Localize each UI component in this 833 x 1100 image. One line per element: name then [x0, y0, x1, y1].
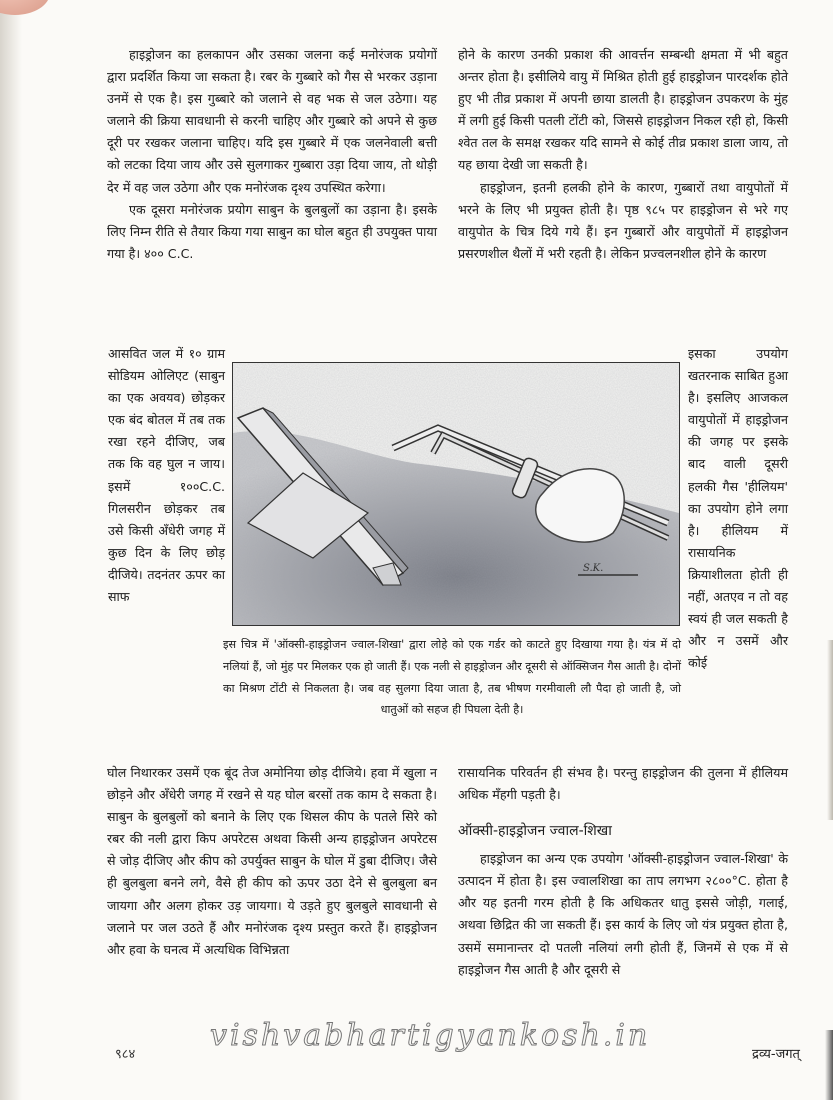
watermark: vishvabhartigyankosh.in	[210, 1018, 651, 1053]
paragraph: हाइड्रोजन का हलकापन और उसका जलना कई मनोरंजक प्रयोगों द्वारा प्रदर्शित किया जा सकता है। रबर के गुब्बारे को गैस से भरकर उड़ाना उनमें से एक है। इस गुब्बारे को जलाने से वह भक से जल उठेगा। यह जलाने की क्रिया सावधानी से करनी चाहिए और गुब्बारे को अपने से कुछ दूरी पर रखकर जलाना चाहिए। यदि इस गुब्बारे में एक जलनेवाली बत्ती को लटका दिया जाय और उसे सुलगाकर गुब्बारा उड़ा दिया जाय, तो थोड़ी देर में वह जल उठेगा और एक मनोरंजक दृश्य उपस्थित करेगा।	[107, 47, 437, 195]
paragraph: रासायनिक परिवर्तन ही संभव है। परन्तु हाइड्रोजन की तुलना में हीलियम अधिक मँहगी पड़ती है।	[458, 765, 788, 803]
paragraph: हाइड्रोजन, इतनी हलकी होने के कारण, गुब्बारों तथा वायुपोतों में भरने के लिए भी प्रयुक्त होती है। पृष्ठ ९८५ पर हाइड्रोजन से भरे गए वायुपोत के चित्र दिये गये हैं। इन गुब्बारों और वायुपोतों में हाइड्रोजन प्रसरणशील थैलों में भरी रहती है। लेकिन प्रज्वलनशील होने के कारण	[458, 179, 788, 261]
left-column-top	[107, 44, 437, 265]
figure-caption: इस चित्र में 'ऑक्सी-हाइड्रोजन ज्वाल-शिखा' द्वारा लोहे को एक गर्डर को काटते हुए दिखाया गया है। यंत्र में दो नलियां हैं, जो मुंह पर मिलकर एक हो जाती हैं। एक नली से हाइड्रोजन और दूसरी से ऑक्सिजन गैस आती है। दोनों का मिश्रण टोंटी से निकलता है। जब वह सुलगा दिया जाता है, तब भीषण गरमीवाली लौ पैदा हो जाती है, जो धातुओं को सहज ही पिघला देती है।	[223, 638, 681, 717]
left-column-bottom	[107, 762, 437, 961]
right-column-top	[458, 44, 788, 265]
paragraph: हाइड्रोजन का अन्य एक उपयोग 'ऑक्सी-हाइड्रोजन ज्वाल-शिखा' के उत्पादन में होता है। इस ज्वालशिखा का ताप लगभग २८००°C. होता है और यह इतनी गरम होती है कि अधिकतर धातु इससे जोड़ी, गलाई, अथवा छिद्रित की जा सकती हैं। इस कार्य के लिए जो यंत्र प्रयुक्त होता है, उसमें समानान्तर दो पतली नलियां लगी होती हैं, जिनमें से एक में से हाइड्रोजन गैस आती है और दूसरी से	[458, 851, 788, 977]
right-column-bottom	[458, 762, 788, 981]
page-edge	[827, 640, 833, 820]
paragraph: होने के कारण उनकी प्रकाश की आवर्त्तन सम्बन्धी क्षमता में भी बहुत अन्तर होता है। इसीलिये वायु में मिश्रित होती हुई हाइड्रोजन पारदर्शक होते हुए भी तीव्र प्रकाश में अपनी छाया डालती है। हाइड्रोजन उपकरण के मुंह में लगी हुई किसी पतली टोंटी को, जिससे हाइड्रोजन निकल रही हो, किसी श्वेत तल के समक्ष रखकर यदि सामने से कोई तीव्र प्रकाश डाला जाय, तो यह छाया देखी जा सकती है।	[458, 47, 788, 173]
left-column-wrap	[108, 343, 225, 608]
oxy-hydrogen-torch-illustration	[232, 362, 680, 626]
paragraph: घोल निथारकर उसमें एक बूंद तेज अमोनिया छोड़ दीजिये। हवा में खुला न छोड़ने और अँधेरी जगह में रखने से यह घोल बरसों तक काम दे सकता है। साबुन के बुलबुलों को बनाने के लिए एक थिसल कीप के पतले सिरे को रबर की नली द्वारा किप अपरेटस अथवा किसी अन्य हाइड्रोजन अपरेटस से जोड़ दीजिए और कीप को उपर्युक्त साबुन के घोल में डुबा दीजिए। जैसे ही बुलबुला बनने लगे, वैसे ही कीप को ऊपर उठा देने से बुलबुला बन जायगा और अलग होकर उड़ जायगा। ये उड़ते हुए बुलबुले सावधानी से जलाने पर जल उठते हैं और मनोरंजक दृश्य प्रस्तुत करते हैं। हाइड्रोजन और हवा के घनत्व में अत्यधिक विभिन्नता	[107, 765, 437, 957]
page-number: ९८४	[115, 1047, 136, 1062]
torch-drawing	[233, 363, 679, 625]
section-heading: ऑक्सी-हाइड्रोजन ज्वाल-शिखा	[458, 823, 612, 840]
scanner-finger	[0, 0, 50, 15]
running-footer-title: द्रव्य-जगत्	[752, 1047, 800, 1062]
paragraph: इसका उपयोग खतरनाक साबित हुआ है। इसलिए आजकल वायुपोतों में हाइड्रोजन की जगह पर इसके बाद वाली दूसरी हलकी गैस 'हीलियम' का उपयोग होने लगा है। हीलियम में रासायनिक क्रियाशीलता होती ही नहीं, अतएव न तो वह स्वयं ही जल सकती है और न उसमें और कोई	[688, 346, 788, 671]
paragraph: आसवित जल में १० ग्राम सोडियम ओलिएट (साबुन का एक अवयव) छोड़कर एक बंद बोतल में तब तक रखा रहने दीजिए, जब तक कि वह घुल न जाय। इसमें १००C.C. गिलसरीन छोड़कर तब उसे किसी अँधेरी जगह में कुछ दिन के लिए छोड़ दीजिये। तदनंतर ऊपर का साफ	[108, 346, 225, 605]
page-gutter-shadow	[0, 0, 22, 1100]
svg-text:S.K.: S.K.	[583, 563, 604, 574]
page-edge	[825, 1030, 833, 1100]
right-column-wrap	[688, 343, 788, 674]
paragraph: एक दूसरा मनोरंजक प्रयोग साबुन के बुलबुलों का उड़ाना है। इसके लिए निम्न रीति से तैयार किया गया साबुन का घोल बहुत ही उपयुक्त पाया गया है। ४०० C.C.	[107, 201, 437, 261]
